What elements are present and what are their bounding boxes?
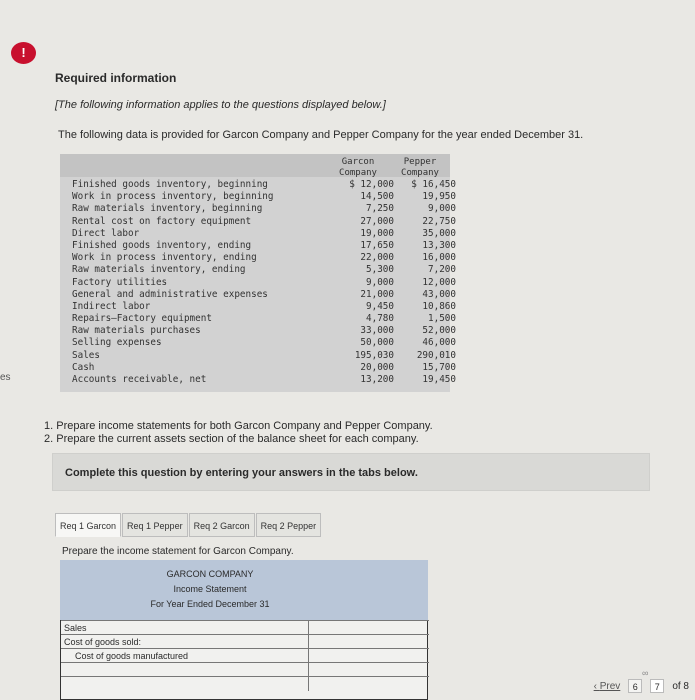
garcon-value: 50,000	[360, 337, 394, 349]
cell-divider	[308, 677, 309, 691]
pager	[594, 679, 689, 693]
garcon-header-line2: Company	[339, 168, 377, 178]
garcon-value: 9,000	[366, 276, 394, 288]
instruction-1: 1. Prepare income statements for both Garcon Company and Pepper Company.	[44, 420, 433, 432]
garcon-value: 33,000	[360, 325, 394, 337]
row-label: Direct labor	[72, 227, 140, 239]
complete-question-box	[52, 453, 650, 491]
row-label: Raw materials inventory, beginning	[72, 203, 263, 215]
statement-period: For Year Ended December 31	[150, 599, 270, 609]
table-row	[72, 313, 456, 325]
row-label: Factory utilities	[72, 276, 168, 288]
required-title: Required information	[55, 71, 177, 85]
garcon-value: 195,030	[354, 349, 394, 361]
link-icon: ∞	[642, 668, 649, 678]
pepper-value: 46,000	[422, 337, 456, 349]
pepper-value: 290,010	[416, 349, 456, 361]
pepper-value: 52,000	[422, 325, 456, 337]
pepper-value: 43,000	[422, 288, 456, 300]
instruction-2: 2. Prepare the current assets section of the balance sheet for each company.	[44, 433, 419, 445]
garcon-value: 7,250	[366, 203, 394, 215]
table-row	[72, 191, 456, 203]
table-row	[72, 300, 456, 313]
page-total: of 8	[672, 680, 689, 692]
statement-row-cogs[interactable]	[61, 634, 429, 648]
table-row	[72, 349, 456, 362]
garcon-value: 14,500	[360, 191, 394, 203]
garcon-value: 22,000	[360, 252, 394, 264]
tab-req1-pepper[interactable]: Req 1 Pepper	[122, 513, 188, 537]
pepper-value: 10,860	[422, 300, 456, 312]
statement-label: Sales	[64, 623, 87, 633]
cell-divider	[308, 635, 309, 649]
row-label: Selling expenses	[72, 337, 162, 349]
garcon-column-header	[328, 157, 388, 179]
income-statement	[60, 560, 428, 700]
row-label: Raw materials inventory, ending	[72, 264, 246, 276]
prev-label: Prev	[599, 680, 621, 692]
garcon-value: $ 12,000	[349, 179, 394, 190]
statement-body	[60, 620, 428, 700]
statement-name: Income Statement	[173, 584, 247, 594]
pepper-value: 15,700	[422, 361, 456, 373]
row-label: Accounts receivable, net	[72, 374, 207, 385]
tab-req2-pepper[interactable]: Req 2 Pepper	[256, 513, 322, 537]
garcon-value: 5,300	[366, 264, 394, 276]
row-label: Raw materials purchases	[72, 325, 201, 337]
row-label: Sales	[72, 349, 100, 361]
instructions	[44, 420, 433, 446]
pepper-value: $ 16,450	[411, 179, 456, 190]
garcon-value: 19,000	[360, 227, 394, 239]
table-row	[72, 252, 456, 264]
pepper-header-line2: Company	[401, 168, 439, 178]
table-row	[72, 288, 456, 301]
row-label: Cash	[72, 361, 95, 373]
table-row	[72, 215, 456, 228]
table-row	[72, 337, 456, 349]
statement-row-sales[interactable]	[61, 620, 429, 634]
pepper-value: 19,450	[422, 374, 456, 385]
data-table	[60, 154, 456, 392]
pepper-value: 13,300	[422, 239, 456, 251]
garcon-value: 21,000	[360, 288, 394, 300]
cell-divider	[308, 621, 309, 635]
statement-label: Cost of goods sold:	[64, 637, 142, 647]
table-row	[72, 203, 456, 215]
garcon-value: 27,000	[360, 215, 394, 227]
page-7[interactable]: 7	[650, 679, 664, 693]
tab-bar	[55, 513, 322, 537]
row-label: Work in process inventory, beginning	[72, 191, 274, 203]
garcon-value: 20,000	[360, 361, 394, 373]
complete-question-text: Complete this question by entering your answers in the tabs below.	[65, 467, 418, 479]
row-label: Indirect labor	[72, 300, 151, 312]
cell-divider	[308, 663, 309, 677]
alert-icon: !	[11, 42, 36, 64]
table-rows	[72, 179, 456, 386]
table-row	[72, 325, 456, 337]
row-label: Repairs—Factory equipment	[72, 313, 212, 325]
table-row	[72, 276, 456, 289]
garcon-value: 13,200	[360, 374, 394, 385]
pepper-value: 9,000	[428, 203, 456, 215]
row-label: Work in process inventory, ending	[72, 252, 257, 264]
side-text: es	[0, 372, 11, 383]
statement-header	[60, 560, 428, 620]
statement-row-cogm[interactable]	[61, 648, 429, 662]
table-row	[72, 374, 456, 386]
garcon-value: 9,450	[366, 300, 394, 312]
pepper-value: 16,000	[422, 252, 456, 264]
prompt-text: Prepare the income statement for Garcon Company.	[62, 546, 294, 557]
statement-row-blank[interactable]	[61, 676, 429, 690]
required-subtitle: [The following information applies to the questions displayed below.]	[55, 99, 386, 111]
row-label: Rental cost on factory equipment	[72, 215, 252, 227]
pepper-value: 35,000	[422, 227, 456, 239]
pepper-value: 1,500	[428, 313, 456, 325]
garcon-value: 17,650	[360, 239, 394, 251]
pepper-column-header	[390, 157, 450, 179]
row-label: Finished goods inventory, beginning	[72, 179, 268, 190]
pepper-value: 19,950	[422, 191, 456, 203]
prev-button[interactable]: ‹ Prev	[593, 680, 621, 692]
pepper-value: 22,750	[422, 215, 456, 227]
table-row	[72, 239, 456, 252]
table-row	[72, 227, 456, 240]
pepper-value: 12,000	[422, 276, 456, 288]
intro-text: The following data is provided for Garcon Company and Pepper Company for the year ended December 31.	[58, 129, 584, 141]
garcon-header-line1: Garcon	[341, 157, 375, 167]
pepper-value: 7,200	[428, 264, 456, 276]
row-label: Finished goods inventory, ending	[72, 239, 252, 251]
garcon-value: 4,780	[366, 313, 394, 325]
table-row	[72, 264, 456, 276]
page-6[interactable]: 6	[628, 679, 642, 693]
statement-company: GARCON COMPANY	[166, 569, 254, 579]
cell-divider	[308, 649, 309, 663]
tab-req1-garcon[interactable]: Req 1 Garcon	[55, 513, 121, 537]
table-row	[72, 361, 456, 374]
pepper-header-line1: Pepper	[403, 157, 437, 167]
tab-req2-garcon[interactable]: Req 2 Garcon	[189, 513, 255, 537]
statement-row-blank[interactable]	[61, 662, 429, 676]
row-label: General and administrative expenses	[72, 288, 268, 300]
table-row	[72, 179, 456, 191]
statement-label: Cost of goods manufactured	[75, 651, 189, 661]
